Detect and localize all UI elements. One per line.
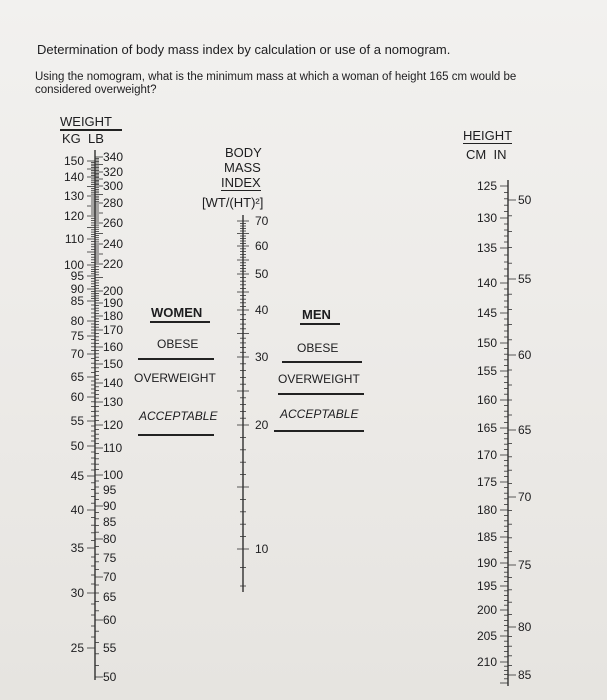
weight-lb-label: 120 <box>103 418 124 432</box>
weight-lb-label: 130 <box>103 395 124 409</box>
weight-kg-label: 55 <box>70 414 84 428</box>
height-in-label: 75 <box>518 558 532 572</box>
weight-lb-label: 280 <box>103 196 124 210</box>
height-in-label: 55 <box>518 272 532 286</box>
bmi-title-body: BODY <box>225 145 262 160</box>
weight-lb-label: 55 <box>103 641 117 655</box>
height-in-label: 65 <box>518 423 532 437</box>
bmi-title-mass: MASS <box>224 160 261 175</box>
weight-lb-label: 320 <box>103 165 124 179</box>
weight-lb-label: 190 <box>103 296 124 310</box>
height-cm-label: 140 <box>476 276 497 290</box>
weight-lb-label: 65 <box>103 590 117 604</box>
height-cm-label: 145 <box>476 306 497 320</box>
height-cm-label: 125 <box>476 179 497 193</box>
height-cm-label: 185 <box>476 530 497 544</box>
height-cm-label: 180 <box>476 503 497 517</box>
weight-lb-label: 340 <box>103 150 124 164</box>
height-cm-label: 160 <box>476 393 497 407</box>
weight-lb-label: 70 <box>103 570 117 584</box>
height-cm-label: 190 <box>476 556 497 570</box>
bmi-label: 70 <box>255 214 269 228</box>
height-cm-label: 195 <box>476 579 497 593</box>
women-obese-label: OBESE <box>157 337 199 351</box>
weight-kg-label: 40 <box>70 503 84 517</box>
height-in-label: 70 <box>518 490 532 504</box>
height-cm-label: 135 <box>476 241 497 255</box>
men-acceptable-label: ACCEPTABLE <box>280 407 359 421</box>
weight-kg-label: 65 <box>70 370 84 384</box>
weight-lb-label: 110 <box>103 441 123 455</box>
weight-kg-label: 80 <box>70 314 84 328</box>
bmi-label: 10 <box>255 542 269 556</box>
weight-kg-label: 50 <box>70 439 84 453</box>
height-cm-label: 155 <box>476 364 497 378</box>
weight-kg-label: 35 <box>70 541 84 555</box>
men-obese-label: OBESE <box>297 341 339 355</box>
weight-kg-label: 120 <box>63 209 84 223</box>
men-title: MEN <box>302 307 331 322</box>
weight-lb-label: 80 <box>103 532 117 546</box>
weight-lb-label: 240 <box>103 237 124 251</box>
bmi-title-index: INDEX <box>221 175 261 190</box>
bmi-label: 40 <box>255 303 269 317</box>
height-cm-unit: CM <box>466 147 487 162</box>
bmi-formula: [WT/(HT)²] <box>202 195 264 210</box>
weight-kg-label: 130 <box>63 189 84 203</box>
weight-lb-label: 180 <box>103 309 124 323</box>
bmi-label: 20 <box>255 418 269 432</box>
height-cm-label: 210 <box>476 655 497 669</box>
weight-lb-label: 95 <box>103 483 117 497</box>
weight-lb-label: 100 <box>103 468 124 482</box>
weight-lb-label: 160 <box>103 340 124 354</box>
weight-kg-label: 45 <box>70 469 84 483</box>
weight-lb-label: 75 <box>103 551 117 565</box>
height-title: HEIGHT <box>463 128 513 143</box>
weight-kg-label: 25 <box>70 641 84 655</box>
weight-kg-label: 60 <box>70 390 84 404</box>
weight-lb-label: 200 <box>103 284 124 298</box>
height-cm-label: 175 <box>476 475 497 489</box>
weight-kg-label: 70 <box>70 347 84 361</box>
height-cm-label: 165 <box>476 421 497 435</box>
height-cm-label: 200 <box>476 603 497 617</box>
weight-lb-label: 220 <box>103 257 124 271</box>
weight-kg-label: 75 <box>70 329 84 343</box>
weight-kg-label: 100 <box>63 258 84 272</box>
weight-kg-label: 30 <box>70 586 84 600</box>
height-in-label: 80 <box>518 620 532 634</box>
height-cm-label: 170 <box>476 448 497 462</box>
women-overweight-label: OVERWEIGHT <box>134 371 216 385</box>
weight-kg-label: 95 <box>70 269 84 283</box>
height-cm-label: 150 <box>476 336 497 350</box>
height-in-label: 60 <box>518 348 532 362</box>
height-cm-label: 205 <box>476 629 497 643</box>
weight-kg-unit: KG <box>62 131 81 146</box>
height-in-label: 50 <box>518 193 532 207</box>
weight-kg-label: 140 <box>63 170 84 184</box>
weight-lb-label: 260 <box>103 216 124 230</box>
height-cm-label: 130 <box>476 211 497 225</box>
weight-lb-label: 140 <box>103 376 124 390</box>
weight-kg-label: 90 <box>70 282 84 296</box>
weight-lb-label: 50 <box>103 670 117 684</box>
women-title: WOMEN <box>151 305 203 320</box>
weight-lb-label: 90 <box>103 499 117 513</box>
weight-lb-label: 170 <box>103 323 124 337</box>
bmi-label: 60 <box>255 239 269 253</box>
weight-lb-label: 60 <box>103 613 117 627</box>
weight-kg-label: 150 <box>63 154 84 168</box>
question-text: Using the nomogram, what is the minimum mass at which a woman of height 165 cm would be considered overweight? <box>35 71 517 96</box>
men-overweight-label: OVERWEIGHT <box>278 372 360 386</box>
weight-lb-label: 85 <box>103 515 117 529</box>
women-acceptable-label: ACCEPTABLE <box>139 409 218 423</box>
bmi-label: 30 <box>255 350 269 364</box>
question-title: Determination of body mass index by calculation or use of a nomogram. <box>37 42 451 57</box>
weight-title: WEIGHT <box>60 114 112 129</box>
weight-lb-label: 150 <box>103 357 124 371</box>
bmi-label: 50 <box>255 267 269 281</box>
height-in-unit: IN <box>493 147 507 162</box>
weight-lb-unit: LB <box>88 131 104 146</box>
weight-kg-label: 85 <box>70 294 84 308</box>
height-in-label: 85 <box>518 668 532 682</box>
weight-kg-label: 110 <box>64 232 84 246</box>
weight-lb-label: 300 <box>103 179 124 193</box>
